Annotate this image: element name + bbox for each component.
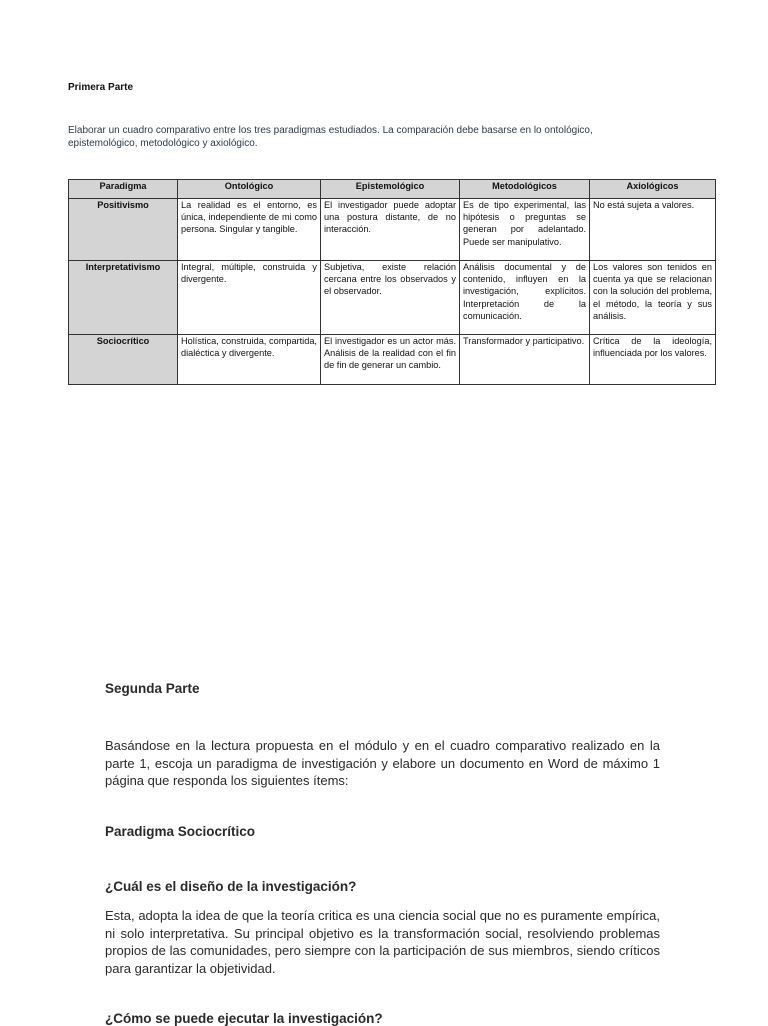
cell-ontologico: La realidad es el entorno, es única, independiente de mi como persona. Singular y tangible. <box>178 199 321 261</box>
cell-metodologicos: Análisis documental y de contenido, influyen en la investigación, explícitos. Interpretación de la comunicación. <box>460 261 590 335</box>
answer-design-paragraph: Esta, adopta la idea de que la teoría critica es una ciencia social que no es puramente empírica, ni solo interpretativa. Su principal objetivo es la transformación social, resolviendo problemas propios de las comunidades, pero siempre con la participación de sus miembros, siendo críticos para garantizar la objetividad. <box>105 908 660 976</box>
part1-instructions: Elaborar un cuadro comparativo entre los tres paradigmas estudiados. La comparación debe basarse en lo ontológico, epistemológico, metodológico y axiológico. <box>68 125 593 149</box>
row-paradigm-interpretativismo: Interpretativismo <box>69 261 178 335</box>
cell-epistemologico: El investigador puede adoptar una postura distante, de no interacción. <box>321 199 460 261</box>
cell-ontologico: Integral, múltiple, construida y divergente. <box>178 261 321 335</box>
cell-metodologicos: Es de tipo experimental, las hipótesis o preguntas se generan por adelantado. Puede ser manipulativo. <box>460 199 590 261</box>
table-row <box>69 199 716 261</box>
header-axiologicos: Axiológicos <box>590 180 716 199</box>
comparison-table <box>68 179 716 385</box>
part2-intro: Basándose en la lectura propuesta en el módulo y en el cuadro comparativo realizado en la parte 1, escoja un paradigma de investigación y elabore un documento en Word de máximo 1 página que responda los siguientes ítems: <box>105 738 660 788</box>
row-paradigm-sociocritico: Sociocrítico <box>69 335 178 385</box>
question-execution-heading: ¿Cómo se puede ejecutar la investigación? <box>105 1011 383 1026</box>
table-row <box>69 261 716 335</box>
part2-title: Segunda Parte <box>105 681 200 696</box>
cell-axiologicos: Los valores son tenidos en cuenta ya que se relacionan con la solución del problema, el método, la teoría y sus análisis. <box>590 261 716 335</box>
paradigm-heading: Paradigma Sociocrítico <box>105 824 256 839</box>
cell-epistemologico: Subjetiva, existe relación cercana entre los observados y el observador. <box>321 261 460 335</box>
cell-axiologicos: No está sujeta a valores. <box>590 199 716 261</box>
question-design-heading: ¿Cuál es el diseño de la investigación? <box>105 879 357 894</box>
cell-epistemologico: El investigador es un actor más. Análisis de la realidad con el fin de fin de generar un cambio. <box>321 335 460 385</box>
header-ontologico: Ontológico <box>178 180 321 199</box>
cell-axiologicos: Crítica de la ideología, influenciada por los valores. <box>590 335 716 385</box>
header-epistemologico: Epistemológico <box>321 180 460 199</box>
row-paradigm-positivismo: Positivismo <box>69 199 178 261</box>
part1-title: Primera Parte <box>68 82 134 93</box>
cell-metodologicos: Transformador y participativo. <box>460 335 590 385</box>
header-paradigma: Paradigma <box>69 180 178 199</box>
header-metodologicos: Metodológicos <box>460 180 590 199</box>
cell-ontologico: Holística, construida, compartida, dialéctica y divergente. <box>178 335 321 385</box>
table-header-row <box>69 180 716 199</box>
table-row <box>69 335 716 385</box>
